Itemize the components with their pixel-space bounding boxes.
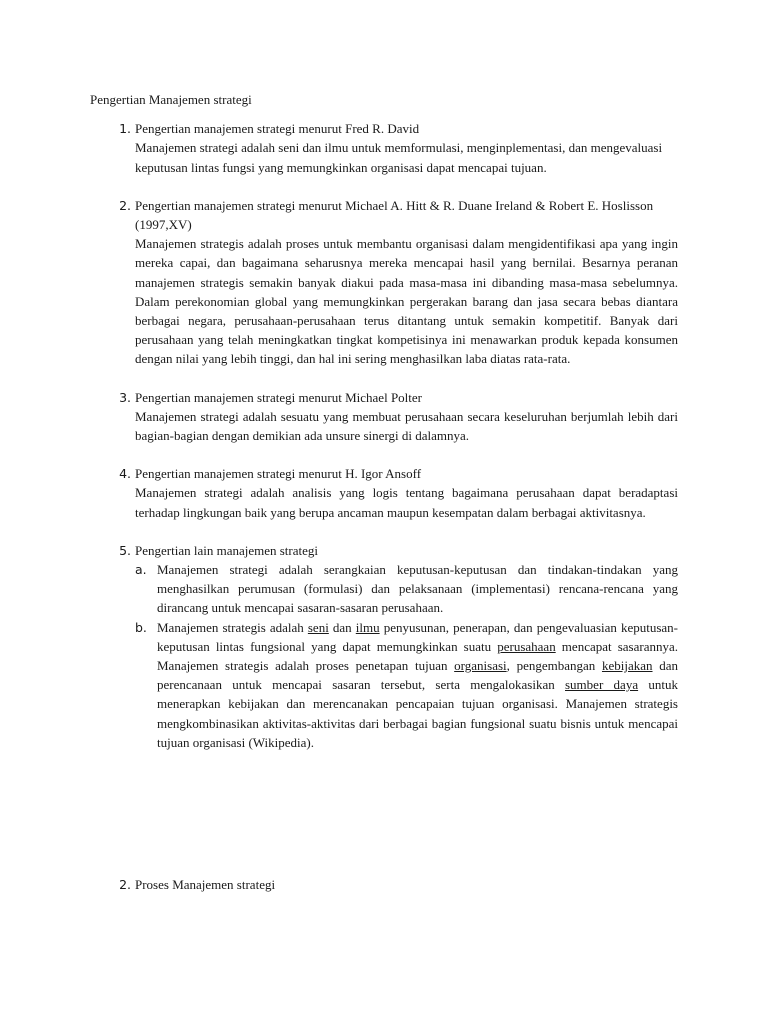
list-number: 5.: [119, 542, 131, 558]
item-heading: Pengertian manajemen strategi menurut Michael A. Hitt & R. Duane Ireland & Robert E. Hoslisson (1997,XV): [135, 197, 654, 232]
text-run: , pengembangan: [506, 658, 602, 674]
list-item-3: [119, 388, 678, 446]
sub-item-text: [157, 618, 678, 752]
link-perusahaan[interactable]: perusahaan: [497, 638, 556, 654]
document-title: Pengertian Manajemen strategi: [90, 92, 252, 107]
text-run: mencapat sasarannya. Manajemen strategis adalah proses penetapan tujuan: [157, 638, 678, 674]
link-sumber-daya[interactable]: sumber daya: [565, 677, 639, 693]
item-heading: Pengertian manajemen strategi menurut Michael Polter: [135, 389, 422, 405]
text-run: untuk menerapkan kebijakan dan merencanakan pencapaian tujuan organisasi. Manajemen strategis mengkombinasikan aktivitas-aktivitas dari berbagai bagian fungsional suatu bisnis untuk mencapai tujuan organisasi (Wikipedia).: [157, 677, 678, 750]
item-body: Manajemen strategi adalah sesuatu yang membuat perusahaan secara keseluruhan berjumlah lebih dari bagian-bagian dengan demikian ada unsure sinergi di dalamnya.: [135, 408, 678, 444]
sub-list-item-a: [135, 560, 678, 618]
list-number: 2.: [119, 197, 131, 213]
process-heading: Proses Manajemen strategi: [135, 877, 276, 892]
item-heading: Pengertian manajemen strategi menurut Fred R. David: [135, 121, 420, 137]
item-heading: Pengertian manajemen strategi menurut H. Igor Ansoff: [135, 466, 422, 482]
sub-list-letter: b.: [135, 619, 147, 635]
list-number: 4.: [119, 466, 131, 482]
list-number: 3.: [119, 389, 131, 405]
text-run: dan perencanaan untuk mencapai sasaran tersebut, serta mengalokasikan: [157, 658, 678, 693]
item-body: Manajemen strategis adalah proses untuk membantu organisasi dalam mengidentifikasi apa yang ingin mereka capai, dan bagaimana seharusnya mereka mencapai hasil yang bernilai. Besarnya peranan manajemen strategis semakin banyak diakui pada masa-masa ini dibanding masa-masa sebelumnya. Dalam perekonomian global yang memungkinkan pergerakan barang dan jasa secara bebas diantara berbagai negara, perusahaan-perusahaan terus ditantang untuk semakin kompetitif. Banyak dari perusahaan yang telah meningkatkan tingkat kompetisinya ini menawarkan produk kepada konsumen dengan nilai yang lebih tinggi, dan hal ini sering menghasilkan laba diatas rata-rata.: [135, 236, 678, 367]
item-body: Manajemen strategi adalah seni dan ilmu untuk memformulasi, menginplementasi, dan mengevaluasi keputusan lintas fungsi yang memungkinkan organisasi dapat mencapai tujuan.: [135, 140, 663, 175]
item-body: Manajemen strategi adalah analisis yang logis tentang bagaimana perusahaan dapat beradaptasi terhadap lingkungan baik yang berupa ancaman maupun kesempatan dalam berbagai aktivitasnya.: [135, 485, 678, 520]
list-item-5: [119, 541, 679, 752]
link-seni[interactable]: seni: [307, 619, 329, 635]
list-item-process: [119, 875, 678, 894]
list-item-4: [119, 464, 678, 522]
list-number: 1.: [119, 121, 131, 137]
sub-item-text: Manajemen strategi adalah serangkaian keputusan-keputusan dan tindakan-tindakan yang menghasilkan perumusan (formulasi) dan pelaksanaan (implementasi) rencana-rencana yang dirancang untuk mencapai sasaran-sasaran perusahaan.: [157, 562, 678, 616]
item-heading: Pengertian lain manajemen strategi: [135, 542, 319, 558]
link-organisasi[interactable]: organisasi: [454, 658, 507, 674]
list-item-1: [119, 119, 678, 177]
link-kebijakan[interactable]: kebijakan: [601, 658, 653, 674]
document-page: [90, 90, 679, 892]
list-item-2: [119, 196, 678, 369]
sub-list-letter: a.: [135, 562, 147, 578]
sub-list-item-b: [135, 618, 679, 752]
list-number: 2.: [119, 877, 131, 892]
text-run: dan: [328, 619, 356, 635]
link-ilmu[interactable]: ilmu: [355, 619, 380, 635]
text-run: penyusunan, penerapan, dan pengevaluasian keputusan-keputusan lintas fungsional yang dapat memungkinkan suatu: [157, 619, 679, 654]
text-run: Manajemen strategis adalah: [157, 619, 308, 635]
